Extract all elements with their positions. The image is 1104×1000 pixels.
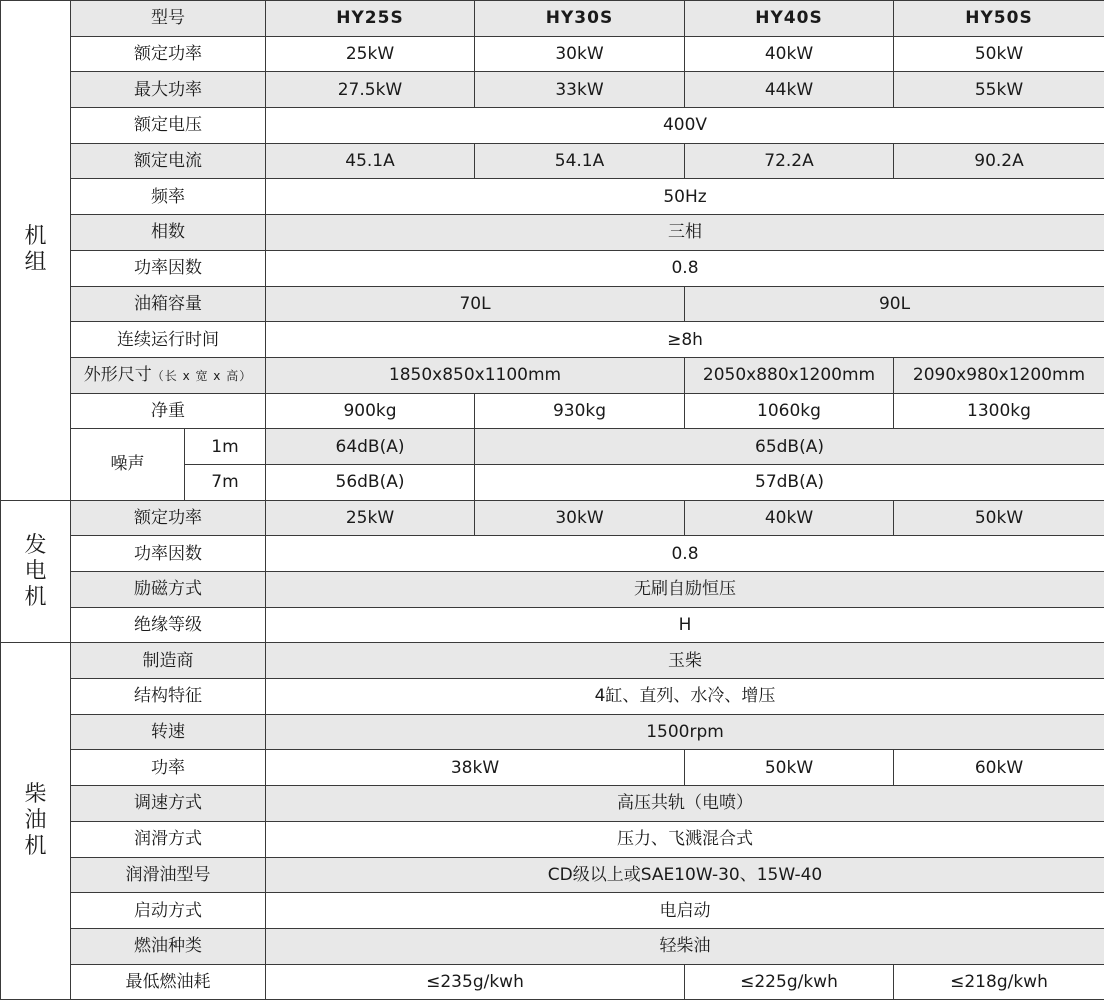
cell-value: 30kW bbox=[475, 500, 685, 536]
row-label: 调速方式 bbox=[71, 786, 266, 822]
model-hy50s: HY50S bbox=[894, 1, 1104, 37]
row-label bbox=[71, 357, 266, 393]
cell-value: H bbox=[266, 607, 1104, 643]
cell-value: 玉柴 bbox=[266, 643, 1104, 679]
header-label: 型号 bbox=[71, 1, 266, 37]
cell-value: ≤218g/kwh bbox=[894, 964, 1104, 1000]
cell-value: 54.1A bbox=[475, 143, 685, 179]
row-label: 励磁方式 bbox=[71, 572, 266, 608]
row-label: 功率因数 bbox=[71, 536, 266, 572]
cell-value: 50kW bbox=[894, 36, 1104, 72]
row-label: 燃油种类 bbox=[71, 928, 266, 964]
row-label: 额定电流 bbox=[71, 143, 266, 179]
cell-value: 56dB(A) bbox=[266, 464, 475, 500]
row-label: 最低燃油耗 bbox=[71, 964, 266, 1000]
cell-value: 1060kg bbox=[685, 393, 894, 429]
cell-value: 400V bbox=[266, 108, 1104, 144]
eng-speed-row bbox=[1, 714, 1104, 750]
row-label: 结构特征 bbox=[71, 679, 266, 715]
cell-value: 50Hz bbox=[266, 179, 1104, 215]
dimensions-label: 外形尺寸 bbox=[83, 364, 152, 385]
cell-value: 90.2A bbox=[894, 143, 1104, 179]
cell-value: 压力、飞溅混合式 bbox=[266, 821, 1104, 857]
cell-value: 72.2A bbox=[685, 143, 894, 179]
cell-value: 电启动 bbox=[266, 893, 1104, 929]
eng-consumption-row bbox=[1, 964, 1104, 1000]
row-label: 润滑油型号 bbox=[71, 857, 266, 893]
cell-value: 55kW bbox=[894, 72, 1104, 108]
cell-value: 轻柴油 bbox=[266, 928, 1104, 964]
cell-value: ≥8h bbox=[266, 322, 1104, 358]
cell-value: 40kW bbox=[685, 500, 894, 536]
eng-structure-row bbox=[1, 679, 1104, 715]
cell-value: 1300kg bbox=[894, 393, 1104, 429]
cell-value: 三相 bbox=[266, 215, 1104, 251]
unit-max-power-row bbox=[1, 72, 1104, 108]
cell-value: 1500rpm bbox=[266, 714, 1104, 750]
row-label: 启动方式 bbox=[71, 893, 266, 929]
dimensions-label-note: （长 x 宽 x 高） bbox=[151, 368, 253, 383]
cell-value: 2050x880x1200mm bbox=[685, 357, 894, 393]
cell-value: 0.8 bbox=[266, 536, 1104, 572]
cell-value: 900kg bbox=[266, 393, 475, 429]
cell-value: 2090x980x1200mm bbox=[894, 357, 1104, 393]
model-hy30s: HY30S bbox=[475, 1, 685, 37]
cell-value: 1850x850x1100mm bbox=[266, 357, 685, 393]
row-label: 绝缘等级 bbox=[71, 607, 266, 643]
cell-value: 38kW bbox=[266, 750, 685, 786]
section-engine: 柴 油 机 bbox=[1, 643, 71, 1000]
unit-rated-voltage-row bbox=[1, 108, 1104, 144]
row-label: 相数 bbox=[71, 215, 266, 251]
model-hy25s: HY25S bbox=[266, 1, 475, 37]
cell-value: ≤225g/kwh bbox=[685, 964, 894, 1000]
eng-manufacturer-row bbox=[1, 643, 1104, 679]
cell-value: 40kW bbox=[685, 36, 894, 72]
gen-power-factor-row bbox=[1, 536, 1104, 572]
gen-rated-power-row bbox=[1, 500, 1104, 536]
row-label: 连续运行时间 bbox=[71, 322, 266, 358]
cell-value: 25kW bbox=[266, 500, 475, 536]
cell-value: 64dB(A) bbox=[266, 429, 475, 465]
unit-noise-1m-row bbox=[1, 429, 1104, 465]
cell-value: 50kW bbox=[685, 750, 894, 786]
unit-phases-row bbox=[1, 215, 1104, 251]
row-label: 额定电压 bbox=[71, 108, 266, 144]
unit-frequency-row bbox=[1, 179, 1104, 215]
cell-value: 30kW bbox=[475, 36, 685, 72]
cell-value: 70L bbox=[266, 286, 685, 322]
row-label: 功率 bbox=[71, 750, 266, 786]
row-label: 额定功率 bbox=[71, 36, 266, 72]
row-label: 净重 bbox=[71, 393, 266, 429]
cell-value: 930kg bbox=[475, 393, 685, 429]
row-label: 油箱容量 bbox=[71, 286, 266, 322]
cell-value: 90L bbox=[685, 286, 1104, 322]
cell-value: 65dB(A) bbox=[475, 429, 1104, 465]
cell-value: 45.1A bbox=[266, 143, 475, 179]
cell-value: 0.8 bbox=[266, 250, 1104, 286]
unit-net-weight-row bbox=[1, 393, 1104, 429]
unit-dimensions-row bbox=[1, 357, 1104, 393]
cell-value: 33kW bbox=[475, 72, 685, 108]
eng-oil-type-row bbox=[1, 857, 1104, 893]
cell-value: CD级以上或SAE10W-30、15W-40 bbox=[266, 857, 1104, 893]
eng-lubrication-row bbox=[1, 821, 1104, 857]
model-hy40s: HY40S bbox=[685, 1, 894, 37]
eng-start-row bbox=[1, 893, 1104, 929]
row-label: 功率因数 bbox=[71, 250, 266, 286]
cell-value: 57dB(A) bbox=[475, 464, 1104, 500]
gen-insulation-row bbox=[1, 607, 1104, 643]
cell-value: 27.5kW bbox=[266, 72, 475, 108]
cell-value: ≤235g/kwh bbox=[266, 964, 685, 1000]
unit-rated-current-row bbox=[1, 143, 1104, 179]
cell-value: 4缸、直列、水冷、增压 bbox=[266, 679, 1104, 715]
unit-rated-power-row bbox=[1, 36, 1104, 72]
row-label: 制造商 bbox=[71, 643, 266, 679]
section-unit: 机 组 bbox=[1, 1, 71, 501]
row-label: 转速 bbox=[71, 714, 266, 750]
section-generator: 发 电 机 bbox=[1, 500, 71, 643]
header-row bbox=[1, 1, 1104, 37]
noise-distance: 7m bbox=[185, 464, 266, 500]
cell-value: 44kW bbox=[685, 72, 894, 108]
eng-governor-row bbox=[1, 786, 1104, 822]
cell-value: 高压共轨（电喷） bbox=[266, 786, 1104, 822]
cell-value: 50kW bbox=[894, 500, 1104, 536]
cell-value: 60kW bbox=[894, 750, 1104, 786]
noise-label: 噪声 bbox=[71, 429, 185, 500]
cell-value: 25kW bbox=[266, 36, 475, 72]
row-label: 频率 bbox=[71, 179, 266, 215]
eng-power-row bbox=[1, 750, 1104, 786]
row-label: 润滑方式 bbox=[71, 821, 266, 857]
row-label: 额定功率 bbox=[71, 500, 266, 536]
eng-fuel-row bbox=[1, 928, 1104, 964]
unit-tank-row bbox=[1, 286, 1104, 322]
unit-power-factor-row bbox=[1, 250, 1104, 286]
cell-value: 无刷自励恒压 bbox=[266, 572, 1104, 608]
gen-excitation-row bbox=[1, 572, 1104, 608]
row-label: 最大功率 bbox=[71, 72, 266, 108]
unit-runtime-row bbox=[1, 322, 1104, 358]
noise-distance: 1m bbox=[185, 429, 266, 465]
